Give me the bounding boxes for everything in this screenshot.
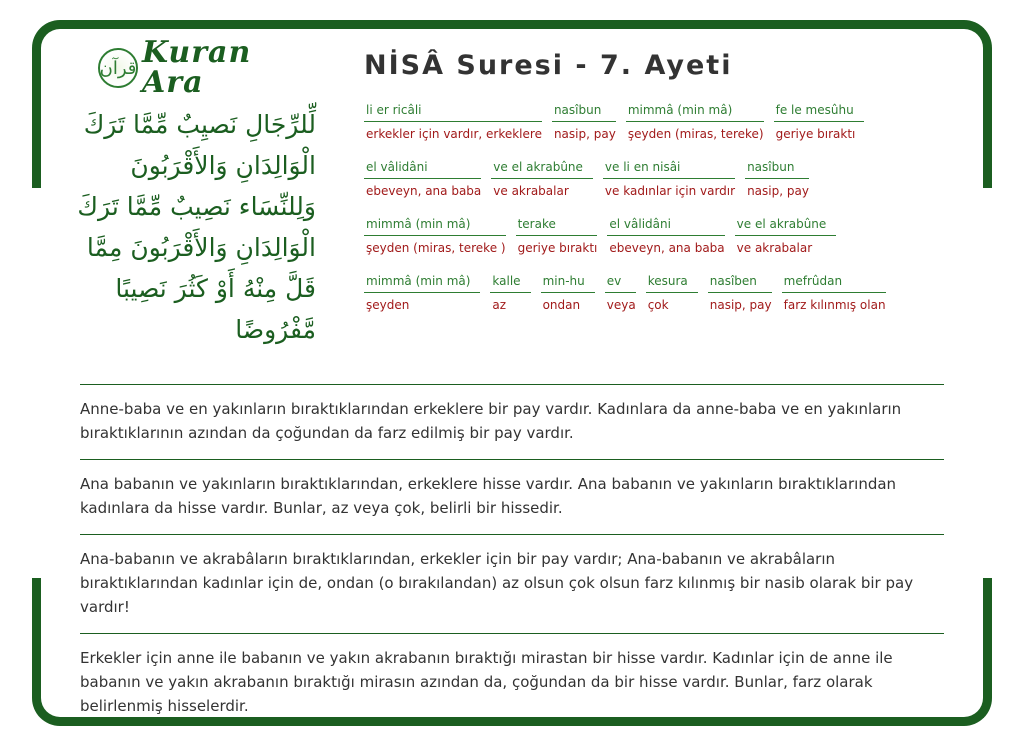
word-pair[interactable] [516,216,598,273]
word-by-word-grid [364,102,884,330]
arabic-verse [60,104,316,350]
word-transliteration: mimmâ (min mâ) [364,273,480,293]
word-transliteration: ve el akrabûne [491,159,593,179]
word-meaning: çok [647,298,669,312]
word-pair[interactable] [364,216,506,273]
word-row [364,159,884,216]
word-pair[interactable] [626,102,764,159]
word-transliteration: li er ricâli [364,102,542,122]
arabic-line: قَلَّ مِنْهُ أَوْ كَثُرَ نَصِيبًا [115,274,316,303]
word-transliteration: terake [516,216,598,236]
word-meaning: ondan [542,298,581,312]
word-pair[interactable] [491,159,593,216]
word-row [364,273,884,330]
translation-text: Anne-baba ve en yakınların bıraktıklarından erkeklere bir pay vardır. Kadınlara da anne-baba ve en yakınların bıraktıklarının azından da çoğundan da farz edilmiş bir pay vardır. [80,384,944,459]
word-meaning: nasip, pay [747,184,809,198]
word-meaning: geriye bıraktı [517,241,598,255]
word-meaning: şeyden (miras, tereke ) [366,241,506,255]
word-meaning: nasip, pay [553,127,616,141]
word-transliteration: nasîben [708,273,772,293]
word-meaning: nasip, pay [709,298,772,312]
translations-list [80,384,944,732]
word-pair[interactable] [364,159,481,216]
arabic-line: مَّفْرُوضًا [235,315,316,344]
word-transliteration: el vâlidâni [364,159,481,179]
word-meaning: geriye bıraktı [775,127,856,141]
word-meaning: veya [606,298,636,312]
translation-text: Ana-babanın ve akrabâların bıraktıklarından, erkekler için bir pay vardır; Ana-babanın ve akrabâların bıraktıklarından kadınlar için de, ondan (o bırakılandan) az olsun çok olsun farz kılınmış bir nasib olarak bir pay vardır! [80,534,944,633]
word-row [364,216,884,273]
word-transliteration: ev [605,273,636,293]
word-meaning: erkekler için vardır, erkeklere [366,127,542,141]
word-meaning: farz kılınmış olan [783,298,886,312]
word-pair[interactable] [552,102,616,159]
word-transliteration: kalle [490,273,530,293]
arabic-line: الْوَالِدَانِ وَالأَقْرَبُونَ [130,151,316,180]
word-row [364,102,884,159]
word-transliteration: el vâlidâni [607,216,724,236]
word-pair[interactable] [607,216,724,273]
word-transliteration: mefrûdan [782,273,886,293]
word-transliteration: nasîbun [745,159,809,179]
word-pair[interactable] [490,273,530,330]
word-transliteration: ve li en nisâi [603,159,735,179]
word-meaning: ve akrabalar [736,241,813,255]
word-transliteration: min-hu [541,273,595,293]
word-meaning: ve akrabalar [493,184,569,198]
word-transliteration: mimmâ (min mâ) [626,102,764,122]
word-pair[interactable] [782,273,886,330]
word-pair[interactable] [708,273,772,330]
logo-emblem-text: قرآن [99,57,137,79]
word-pair[interactable] [745,159,809,216]
word-meaning: ve kadınlar için vardır [604,184,736,198]
translation-text: Ana babanın ve yakınların bıraktıklarından, erkeklere hisse vardır. Ana babanın ve yakınların bıraktıklarından kadınlara da hisse vardır. Bunlar, az veya çok, belirli bir hissedir. [80,459,944,534]
word-meaning: ebeveyn, ana baba [366,184,482,198]
translation-text: Erkekler için anne ile babanın ve yakın akrabanın bıraktığı mirastan bir hisse vardır. Kadınlar için de anne ile babanın ve yakın akrabanın bıraktığı mirasın azından da, çoğundan da bir hisse vardır. Bunlar, farz olarak belirlenmiş hisselerdir. [80,633,944,732]
word-transliteration: nasîbun [552,102,616,122]
arabic-line: الْوَالِدَانِ وَالأَقْرَبُونَ مِمَّا [86,233,316,262]
word-meaning: şeyden (miras, tereke) [627,127,764,141]
word-meaning: az [492,298,507,312]
word-pair[interactable] [774,102,864,159]
arabic-line: وَلِلنِّسَاء نَصِيبٌ مِّمَّا تَرَكَ [77,192,316,221]
page-title: NİSÂ Suresi - 7. Ayeti [364,50,733,81]
word-pair[interactable] [646,273,698,330]
word-transliteration: fe le mesûhu [774,102,864,122]
word-pair[interactable] [364,273,480,330]
word-meaning: ebeveyn, ana baba [609,241,725,255]
word-pair[interactable] [735,216,837,273]
word-pair[interactable] [364,102,542,159]
word-transliteration: mimmâ (min mâ) [364,216,506,236]
word-pair[interactable] [603,159,735,216]
arabic-line: لِّلرِّجَالِ نَصيِبٌ مِّمَّا تَرَكَ [83,110,316,139]
logo-text: Kuran Ara [142,35,252,100]
quran-emblem-icon [98,48,138,88]
word-transliteration: kesura [646,273,698,293]
word-pair[interactable] [541,273,595,330]
word-meaning: şeyden [366,298,410,312]
word-pair[interactable] [605,273,636,330]
word-transliteration: ve el akrabûne [735,216,837,236]
site-logo[interactable] [98,35,318,100]
